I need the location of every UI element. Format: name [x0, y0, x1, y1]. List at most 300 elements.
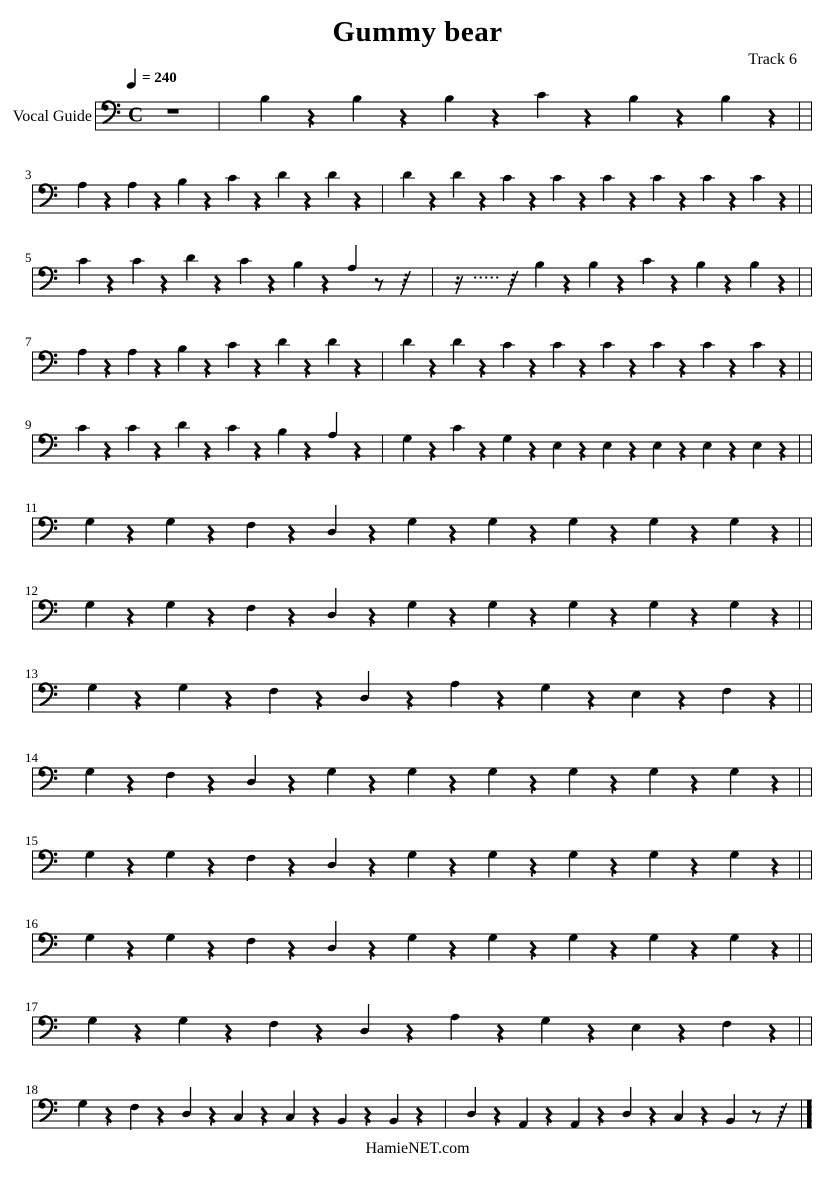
rest-zigzag — [493, 110, 498, 124]
system-7 — [25, 334, 812, 380]
rest-zigzag — [205, 193, 210, 207]
rest-zigzag — [370, 526, 375, 540]
bass-clef-icon — [39, 1099, 57, 1120]
measure-number: 7 — [25, 334, 32, 349]
rest-hook — [731, 374, 735, 378]
rest-hook — [109, 290, 113, 294]
rest-zigzag — [772, 526, 777, 540]
rest-zigzag — [772, 859, 777, 873]
rest-hook — [306, 457, 310, 461]
rest-hook — [106, 374, 110, 378]
quarter-rest — [495, 1108, 500, 1126]
measure-number: 17 — [25, 999, 38, 1014]
rest-hook — [290, 540, 294, 544]
rest-hook — [156, 374, 160, 378]
quarter-rest — [498, 1025, 503, 1043]
quarter-rest — [692, 859, 697, 877]
rest-hook — [408, 706, 412, 710]
measure-number: 15 — [25, 833, 38, 848]
quarter-rest — [680, 443, 685, 461]
quarter-rest — [370, 859, 375, 877]
rest-hook — [210, 873, 214, 877]
rest-zigzag — [370, 942, 375, 956]
quarter-rest — [106, 1108, 111, 1126]
rest-zigzag — [161, 276, 166, 290]
rest-zigzag — [680, 443, 685, 457]
quarter-rest — [430, 193, 435, 211]
clef-dot — [54, 277, 57, 280]
quarter-rest — [215, 276, 220, 294]
clef-dot — [117, 111, 120, 114]
rest-zigzag — [370, 776, 375, 790]
quarter-rest — [611, 526, 616, 544]
rest-zigzag — [780, 360, 785, 374]
rest-hook — [531, 374, 535, 378]
quarter-rest — [450, 859, 455, 877]
clef-curve — [40, 351, 53, 372]
clef-curve — [40, 434, 53, 455]
rest-zigzag — [309, 110, 314, 124]
measure-number: 11 — [25, 500, 38, 515]
rest-zigzag — [585, 110, 590, 124]
rest-zigzag — [611, 609, 616, 623]
rest-dot — [456, 276, 459, 279]
rest-hook — [693, 956, 697, 960]
clef-dot — [54, 777, 57, 780]
quarter-rest — [589, 1025, 594, 1043]
quarter-rest — [128, 859, 133, 877]
clef-dot — [54, 770, 57, 773]
system-16 — [25, 916, 812, 964]
bass-clef-icon — [39, 683, 57, 704]
rest-zigzag — [498, 692, 503, 706]
rest-zigzag — [692, 776, 697, 790]
rest-hook — [310, 124, 314, 128]
quarter-rest — [530, 443, 535, 461]
quarter-rest — [105, 360, 110, 378]
quarter-rest — [780, 193, 785, 211]
quarter-rest — [702, 1108, 707, 1126]
bass-clef-icon — [39, 184, 57, 205]
rest-hook — [581, 457, 585, 461]
quarter-rest — [679, 692, 684, 710]
quarter-rest — [135, 1025, 140, 1043]
bass-clef-icon — [39, 1016, 57, 1037]
rest-zigzag — [611, 859, 616, 873]
quarter-rest — [780, 360, 785, 378]
rest-zigzag — [255, 193, 260, 207]
measure-number: 5 — [25, 250, 32, 265]
quarter-rest — [105, 443, 110, 461]
quarter-rest — [730, 193, 735, 211]
quarter-rest — [770, 1025, 775, 1043]
bass-clef-icon — [39, 434, 57, 455]
measure-number: 16 — [25, 916, 38, 931]
rest-hook — [451, 873, 455, 877]
rest-zigzag — [725, 276, 730, 290]
rest-hook — [129, 623, 133, 627]
quarter-rest — [680, 360, 685, 378]
clef-dot — [54, 943, 57, 946]
rest-hook — [366, 1122, 370, 1126]
system-15 — [25, 833, 812, 881]
quarter-rest — [323, 276, 328, 294]
rest-hook — [129, 540, 133, 544]
rest-hook — [306, 374, 310, 378]
quarter-rest — [480, 360, 485, 378]
rest-hook — [356, 374, 360, 378]
quarter-rest — [630, 443, 635, 461]
rest-hook — [531, 207, 535, 211]
quarter-rest — [430, 443, 435, 461]
quarter-rest — [128, 776, 133, 794]
clef-curve — [40, 600, 53, 621]
bass-clef-icon — [39, 933, 57, 954]
rest-zigzag — [630, 193, 635, 207]
rest-hook — [431, 207, 435, 211]
quarter-rest — [780, 443, 785, 461]
rest-zigzag — [210, 1108, 215, 1122]
rest-hook — [163, 290, 167, 294]
quarter-rest — [355, 360, 360, 378]
rest-hook — [129, 790, 133, 794]
quarter-rest — [205, 193, 210, 211]
rest-zigzag — [580, 360, 585, 374]
rest-zigzag — [564, 276, 569, 290]
rest-zigzag — [630, 360, 635, 374]
rest-zigzag — [255, 360, 260, 374]
clef-dot — [54, 853, 57, 856]
rest-zigzag — [317, 692, 322, 706]
rest-zigzag — [480, 193, 485, 207]
rest-hook — [680, 706, 684, 710]
clef-dot — [54, 361, 57, 364]
rest-hook — [451, 956, 455, 960]
sixteenth-rest — [455, 276, 462, 294]
quarter-rest — [205, 443, 210, 461]
rest-zigzag — [692, 609, 697, 623]
system-1 — [95, 91, 812, 130]
quarter-rest — [128, 609, 133, 627]
clef-dot — [54, 354, 57, 357]
rest-zigzag — [305, 443, 310, 457]
rest-hook — [680, 1039, 684, 1043]
quarter-rest — [370, 776, 375, 794]
quarter-rest — [772, 609, 777, 627]
clef-dot — [54, 1102, 57, 1105]
rest-hook — [678, 124, 682, 128]
rest-hook — [137, 706, 141, 710]
clef-curve — [40, 267, 53, 288]
dotted-mark — [485, 276, 487, 278]
rest-zigzag — [680, 193, 685, 207]
rest-zigzag — [128, 526, 133, 540]
quarter-rest — [692, 942, 697, 960]
rest-hook — [371, 623, 375, 627]
rest-zigzag — [108, 276, 113, 290]
measure-number: 13 — [25, 666, 38, 681]
dotted-mark — [474, 276, 476, 278]
rest-zigzag — [155, 443, 160, 457]
rest-hook — [499, 1039, 503, 1043]
rest-zigzag — [407, 1025, 412, 1039]
rest-zigzag — [530, 443, 535, 457]
rest-hook — [548, 1122, 552, 1126]
quarter-rest — [255, 193, 260, 211]
rest-zigzag — [226, 692, 231, 706]
rest-hook — [496, 1122, 500, 1126]
measure-number: 18 — [25, 1082, 38, 1097]
rest-hook — [206, 457, 210, 461]
quarter-rest — [450, 526, 455, 544]
rest-zigzag — [205, 443, 210, 457]
clef-curve — [40, 933, 53, 954]
quarter-rest — [772, 526, 777, 544]
rest-zigzag — [677, 110, 682, 124]
rest-hook — [371, 790, 375, 794]
quarter-rest — [128, 942, 133, 960]
rest-zigzag — [289, 859, 294, 873]
rest-zigzag — [430, 360, 435, 374]
clef-dot — [54, 610, 57, 613]
rest-hook — [612, 873, 616, 877]
rest-hook — [703, 1122, 707, 1126]
instrument-label: Vocal Guide — [12, 108, 92, 125]
system-5 — [25, 245, 812, 296]
rest-hook — [210, 790, 214, 794]
rest-zigzag — [128, 776, 133, 790]
rest-hook — [408, 1039, 412, 1043]
rest-hook — [499, 706, 503, 710]
clef-dot — [54, 860, 57, 863]
rest-zigzag — [531, 859, 536, 873]
rest-zigzag — [105, 360, 110, 374]
rest-dot — [781, 1106, 784, 1109]
rest-hook — [451, 623, 455, 627]
rest-zigzag — [208, 526, 213, 540]
bass-clef-icon — [39, 767, 57, 788]
rest-zigzag — [317, 1025, 322, 1039]
rest-zigzag — [305, 360, 310, 374]
rest-zigzag — [547, 1108, 552, 1122]
rest-zigzag — [531, 942, 536, 956]
rest-zigzag — [313, 1108, 318, 1122]
rest-zigzag — [208, 776, 213, 790]
rest-hook — [256, 207, 260, 211]
clef-dot — [54, 527, 57, 530]
rest-zigzag — [679, 692, 684, 706]
clef-dot — [54, 693, 57, 696]
rest-zigzag — [401, 110, 406, 124]
rest-zigzag — [730, 193, 735, 207]
quarter-rest — [317, 1025, 322, 1043]
quarter-rest — [531, 776, 536, 794]
rest-zigzag — [589, 692, 594, 706]
quarter-rest — [430, 360, 435, 378]
quarter-rest — [680, 193, 685, 211]
rest-hook — [263, 1122, 267, 1126]
rest-zigzag — [580, 193, 585, 207]
rest-zigzag — [430, 443, 435, 457]
rest-zigzag — [105, 193, 110, 207]
rest-zigzag — [530, 193, 535, 207]
rest-hook — [619, 290, 623, 294]
rest-zigzag — [226, 1025, 231, 1039]
rest-hook — [129, 873, 133, 877]
quarter-rest — [208, 776, 213, 794]
rest-zigzag — [780, 193, 785, 207]
quarter-rest — [208, 859, 213, 877]
rest-zigzag — [215, 276, 220, 290]
bass-clef-icon — [39, 850, 57, 871]
quarter-rest — [772, 942, 777, 960]
page-title: Gummy bear — [332, 16, 503, 48]
final-thick-barline — [807, 1100, 812, 1128]
rest-hook — [431, 457, 435, 461]
system-9 — [25, 412, 812, 469]
rest-hook — [107, 1122, 111, 1126]
quarter-rest — [531, 942, 536, 960]
quarter-rest — [547, 1108, 552, 1126]
rest-hook — [651, 1122, 655, 1126]
rest-hook — [206, 207, 210, 211]
quarter-rest — [480, 193, 485, 211]
clef-dot — [54, 1019, 57, 1022]
quarter-rest — [208, 526, 213, 544]
rest-hook — [532, 623, 536, 627]
rest-zigzag — [370, 859, 375, 873]
rest-hook — [586, 124, 590, 128]
quarter-rest — [580, 443, 585, 461]
rest-zigzag — [611, 776, 616, 790]
rest-hook — [565, 290, 569, 294]
rest-hook — [631, 207, 635, 211]
rest-zigzag — [598, 1108, 603, 1122]
quarter-rest — [255, 443, 260, 461]
clef-curve — [40, 1016, 53, 1037]
clef-dot — [54, 1109, 57, 1112]
rest-hook — [612, 790, 616, 794]
bass-clef-icon — [39, 600, 57, 621]
quarter-rest — [692, 776, 697, 794]
rest-zigzag — [106, 1108, 111, 1122]
rest-hook — [227, 1039, 231, 1043]
time-signature: C — [128, 102, 144, 127]
rest-hook — [631, 457, 635, 461]
rest-zigzag — [450, 526, 455, 540]
quarter-rest — [730, 443, 735, 461]
rest-hook — [451, 790, 455, 794]
rest-hook — [726, 290, 730, 294]
rest-zigzag — [158, 1108, 163, 1122]
quarter-rest — [772, 859, 777, 877]
rest-zigzag — [450, 609, 455, 623]
rest-hook — [532, 873, 536, 877]
quarter-rest — [589, 692, 594, 710]
rest-zigzag — [770, 1025, 775, 1039]
measure-number: 14 — [25, 750, 38, 765]
rest-zigzag — [305, 193, 310, 207]
rest-hook — [481, 374, 485, 378]
quarter-rest — [493, 110, 498, 128]
rest-zigzag — [289, 942, 294, 956]
rest-hook — [780, 290, 784, 294]
rest-hook — [324, 290, 328, 294]
quarter-rest — [305, 360, 310, 378]
quarter-rest — [585, 110, 590, 128]
rest-zigzag — [208, 859, 213, 873]
clef-dot — [54, 936, 57, 939]
system-13 — [25, 666, 812, 718]
dotted-mark — [496, 276, 498, 278]
dotted-mark — [480, 276, 482, 278]
clef-curve — [40, 767, 53, 788]
quarter-rest — [313, 1108, 318, 1126]
rest-hook — [773, 956, 777, 960]
quarter-rest — [155, 193, 160, 211]
quarter-rest — [255, 360, 260, 378]
rest-zigzag — [780, 443, 785, 457]
quarter-rest — [365, 1108, 370, 1126]
rest-zigzag — [365, 1108, 370, 1122]
quarter-rest — [305, 443, 310, 461]
rest-hook — [256, 374, 260, 378]
rest-zigzag — [611, 942, 616, 956]
rest-zigzag — [289, 776, 294, 790]
rest-hook — [371, 540, 375, 544]
clef-curve — [40, 517, 53, 538]
rest-hook — [771, 124, 775, 128]
rest-hook — [156, 207, 160, 211]
rest-zigzag — [128, 609, 133, 623]
rest-hook — [156, 457, 160, 461]
rest-hook — [371, 873, 375, 877]
track-label: Track 6 — [748, 51, 797, 68]
quarter-rest — [611, 942, 616, 960]
quarter-rest — [269, 276, 274, 294]
rest-hook — [256, 457, 260, 461]
rest-hook — [612, 956, 616, 960]
rest-zigzag — [208, 609, 213, 623]
rest-hook — [418, 1122, 422, 1126]
rest-zigzag — [269, 276, 274, 290]
rest-hook — [290, 873, 294, 877]
rest-hook — [781, 374, 785, 378]
quarter-rest — [262, 1108, 267, 1126]
rest-zigzag — [498, 1025, 503, 1039]
rest-hook — [451, 540, 455, 544]
quarter-rest — [289, 859, 294, 877]
quarter-rest — [450, 609, 455, 627]
rest-hook — [206, 374, 210, 378]
quarter-rest — [309, 110, 314, 128]
rest-zigzag — [480, 360, 485, 374]
rest-zigzag — [407, 692, 412, 706]
rest-hook — [227, 706, 231, 710]
system-11 — [25, 500, 812, 548]
clef-dot — [54, 603, 57, 606]
rest-zigzag — [772, 942, 777, 956]
quarter-rest — [531, 526, 536, 544]
rest-zigzag — [692, 942, 697, 956]
clef-dot — [54, 270, 57, 273]
rest-zigzag — [370, 609, 375, 623]
rest-hook — [216, 290, 220, 294]
rest-hook — [532, 540, 536, 544]
rest-hook — [106, 457, 110, 461]
rest-hook — [431, 374, 435, 378]
clef-dot — [54, 1026, 57, 1029]
